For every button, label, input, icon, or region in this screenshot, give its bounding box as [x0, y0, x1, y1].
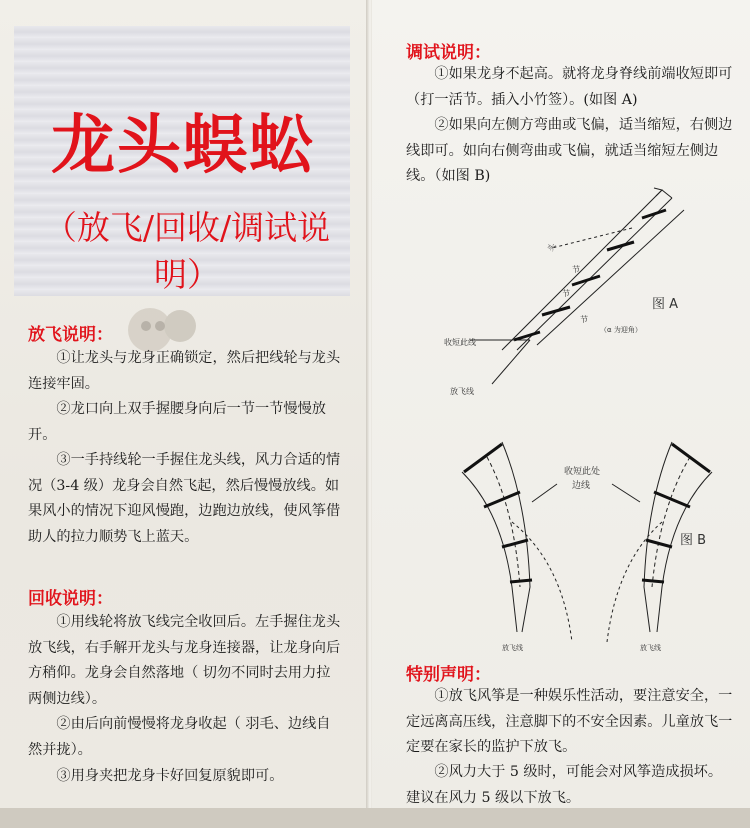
adjust-heading: 调试说明：	[406, 43, 491, 63]
notice-paragraph-2: ②风力大于 5 级时，可能会对风筝造成损坏。建议在风力 5 级以下放飞。	[406, 764, 723, 806]
notice-paragraph-1: ①放飞风筝是一种娱乐性活动，要注意安全，一定远离高压线，注意脚下的不安全因素。儿童放飞一定要在家长的监护下放飞。	[406, 688, 733, 755]
recover-heading: 回收说明：	[28, 589, 113, 609]
figure-a-segment-label: 头	[545, 241, 558, 253]
recover-paragraph-2: ②由后向前慢慢将龙身收起（ 羽毛、边线自然并拢）。	[28, 716, 331, 758]
page-subtitle: （放飞/回收/调试说明）	[43, 208, 331, 294]
adjust-paragraph-2: ②如果向左侧方弯曲或飞偏，适当缩短，右侧边线即可。如向右侧弯曲或飞偏，就适当缩短左侧边线。（如图 B)	[406, 117, 733, 184]
figure-b-line-label-right: 放飞线	[640, 644, 661, 652]
page-title: 龙头蜈蚣	[51, 109, 315, 183]
figure-a-angle-note: （α 为迎角）	[600, 326, 642, 334]
left-panel	[0, 0, 368, 828]
figure-a-diagram	[422, 180, 722, 410]
adjust-paragraph-1: ①如果龙身不起高。就将龙身脊线前端收短即可（打一活节。插入小竹签）。(如图 A)	[406, 66, 733, 108]
figure-a-label: 图 A	[652, 297, 679, 312]
fly-paragraph-3: ③一手持线轮一手握住龙头线，风力合适的情况（3-4 级）龙身会自然飞起，然后慢慢放线。如果风小的情况下迎风慢跑，边跑边放线，使风筝借助人的拉力顺势飞上蓝天。	[28, 452, 341, 545]
fly-heading: 放飞说明：	[28, 325, 113, 345]
figure-a-segment-label: 节	[572, 265, 580, 274]
figure-b-shorten-label: 收短此处	[564, 467, 601, 477]
figure-b-label: 图 B	[680, 533, 707, 548]
figure-a-segment-label: 节	[562, 289, 570, 298]
right-panel	[372, 0, 750, 828]
notice-heading: 特别声明：	[406, 665, 491, 685]
figure-b-diagram	[452, 412, 742, 662]
figure-b-shorten-label-2: 边线	[572, 481, 591, 491]
fly-paragraph-2: ②龙口向上双手握腰身向后一节一节慢慢放开。	[28, 401, 326, 443]
fly-paragraph-1: ①让龙头与龙身正确锁定，然后把线轮与龙头连接牢固。	[28, 350, 341, 392]
recover-paragraph-3: ③用身夹把龙身卡好回复原貌即可。	[56, 768, 284, 784]
recover-paragraph-1: ①用线轮将放飞线完全收回后。左手握住龙头放飞线，右手解开龙头与龙身连接器，让龙身向后方稍仰。龙身会自然落地（ 切勿不同时去用力拉两侧边线）。	[28, 614, 341, 707]
bottom-edge	[0, 808, 750, 828]
figure-a-segment-label: 节	[580, 315, 588, 324]
figure-a-line-label: 放飞线	[450, 387, 474, 396]
figure-b-line-label-left: 放飞线	[502, 644, 523, 652]
figure-a-shorten-label: 收短此线	[444, 338, 476, 347]
